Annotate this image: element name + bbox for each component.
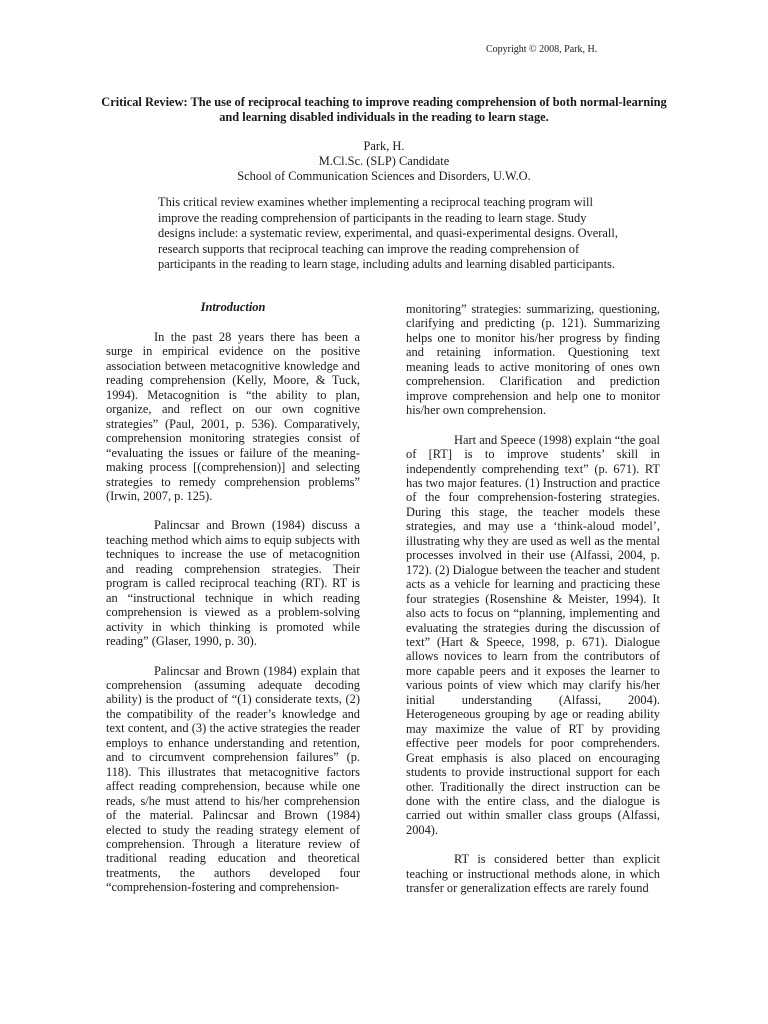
section-heading-introduction: Introduction [200, 300, 266, 314]
author-affiliation: School of Communication Sciences and Disorders, U.W.O. [237, 169, 531, 183]
right-column [406, 302, 660, 911]
paragraph: monitoring” strategies: summarizing, questioning, clarifying and predicting (p. 121). Summarizing helps one to monitor his/her progress by finding and retaining information. Questioning text meaning leads to active monitoring of ones own comprehension. Clarification and prediction improve comprehension and help one to monitor his/her own comprehension. [406, 302, 660, 418]
author-block [100, 139, 668, 184]
paragraph: Palincsar and Brown (1984) explain that comprehension (assuming adequate decoding ability) is the product of “(1) considerate texts, (2) the compatibility of the reader’s knowledge and text content, and (3) the active strategies the reader employs to enhance understanding and retention, and to circumvent comprehension failures” (p. 118). This illustrates that metacognitive factors affect reading comprehension, because while one reads, s/he must attend to his/her comprehension of the material. Palincsar and Brown (1984) elected to study the reading strategy element of comprehension. Through a literature review of traditional reading education and theoretical treatments, the authors developed four “comprehension-fostering and comprehension- [106, 663, 360, 895]
abstract: This critical review examines whether implementing a reciprocal teaching program will improve the reading comprehension of participants in the reading to learn stage. Study designs include: a systematic review, experimental, and quasi-experimental designs. Overall, research supports that reciprocal teaching can improve the reading comprehension of participants in the reading to learn stage, including adults and learning disabled participants. [158, 195, 618, 272]
paragraph: Hart and Speece (1998) explain “the goal of [RT] is to improve students’ skill in independently comprehending text” (p. 671). RT has two major features. (1) Instruction and practice of the four comprehension-fostering strategies. During this stage, the teacher models these strategies, and may use a ‘think-aloud model’, illustrating why they are used as well as the mental processes involved in their use (Alfassi, 2004, p. 172). (2) Dialogue between the teacher and student acts as a vehicle for learning and practicing these four strategies (Rosenshine & Meister, 1994). It also acts to focus on “planning, implementing and evaluating the strategies during the discussion of text” (Hart & Speece, 1998, p. 671). Dialogue allows novices to learn from the contributors of more capable peers and it exposes the learner to various points of view which may clarify his/her initial understanding (Alfassi, 2004). Heterogeneous grouping by age or reading ability may maximize the value of RT by providing effective peer models for poor comprehenders. Great emphasis is also placed on encouraging students to provide instructional support for each other. Traditionally the direct instruction can be done with the entire class, and the dialogue is carried out within smaller class groups (Alfassi, 2004). [406, 432, 660, 837]
paragraph: RT is considered better than explicit teaching or instructional methods alone, in which transfer or generalization effects are rarely found [406, 852, 660, 896]
author-name: Park, H. [363, 139, 405, 153]
author-degree: M.Cl.Sc. (SLP) Candidate [318, 154, 450, 168]
paper-title: Critical Review: The use of reciprocal teaching to improve reading comprehension of both normal-learning and learning disabled individuals in the reading to learn stage. [101, 95, 667, 124]
copyright-notice: Copyright © 2008, Park, H. [486, 44, 598, 55]
paragraph: Palincsar and Brown (1984) discuss a teaching method which aims to equip subjects with techniques to increase the use of metacognition and reading comprehension strategies. Their program is called reciprocal teaching (RT). RT is an “instructional technique in which reading comprehension is viewed as a problem-solving activity in which thinking is promoted while reading” (Glaser, 1990, p. 30). [106, 518, 360, 649]
left-column [106, 300, 360, 910]
paragraph: In the past 28 years there has been a surge in empirical evidence on the positive association between metacognitive knowledge and reading comprehension (Kelly, Moore, & Tuck, 1994). Metacognition is “the ability to plan, organize, and reflect on our own cognitive strategies” (Paul, 2001, p. 536). Comparatively, comprehension monitoring strategies consist of “evaluating the issues or failure of the meaning-making process [(comprehension)] and selecting strategies to remedy comprehension problems” (Irwin, 2007, p. 125). [106, 330, 360, 503]
